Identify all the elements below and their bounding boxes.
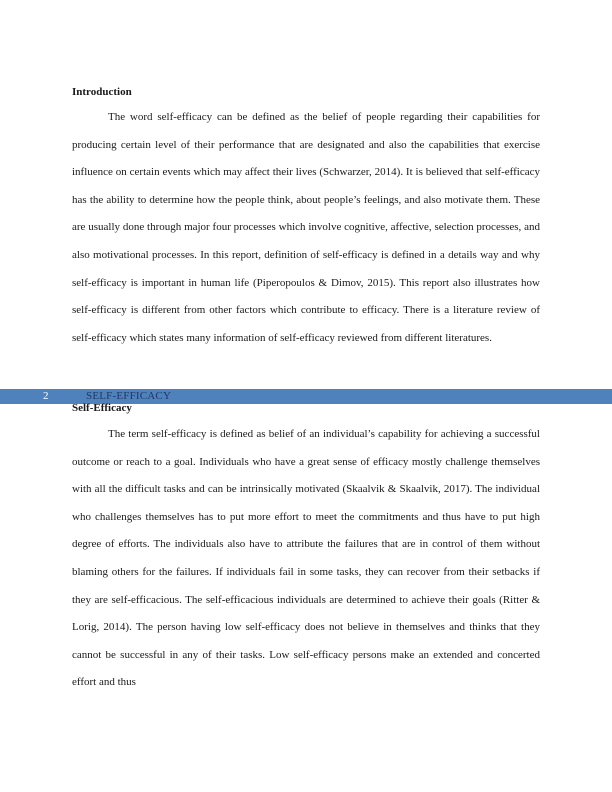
running-head: SELF-EFFICACY [86,390,172,402]
introduction-heading: Introduction [72,86,132,98]
page-number: 2 [43,390,49,402]
self-efficacy-paragraph: The term self-efficacy is defined as belief of an individual’s capability for achieving a successful outcome or reach to a goal. Individuals who have a great sense of efficacy mostly challenge themselves with all the difficult tasks and can be intrinsically motivated (Skaalvik & Skaalvik, 2017). The individual who challenges themselves has to put more effort to meet the commitments and thus have to put high degree of efforts. The individuals also have to attribute the failures that are in control of them without blaming others for the failures. If individuals fail in some tasks, they can recover from their setbacks if they are self-efficacious. The self-efficacious individuals are determined to achieve their goals (Ritter & Lorig, 2014). The person having low self-efficacy does not believe in themselves and thinks that they cannot be successful in any of their tasks. Low self-efficacy persons make an extended and concerted effort and thus [72,428,540,689]
introduction-paragraph: The word self-efficacy can be defined as the belief of people regarding their capabilities for producing certain level of their performance that are designated and also the capabilities that exercise influence on certain events which may affect their lives (Schwarzer, 2014). It is believed that self-efficacy has the ability to determine how the people think, about people’s feelings, and also motivate them. These are usually done through major four processes which involve cognitive, affective, selection processes, and also motivational processes. In this report, definition of self-efficacy is defined in a details way and why self-efficacy is important in human life (Piperopoulos & Dimov, 2015). This report also illustrates how self-efficacy is different from other factors which contribute to efficacy. There is a literature review of self-efficacy which states many information of self-efficacy reviewed from different literatures. [72,111,540,344]
self-efficacy-heading: Self-Efficacy [72,402,132,414]
